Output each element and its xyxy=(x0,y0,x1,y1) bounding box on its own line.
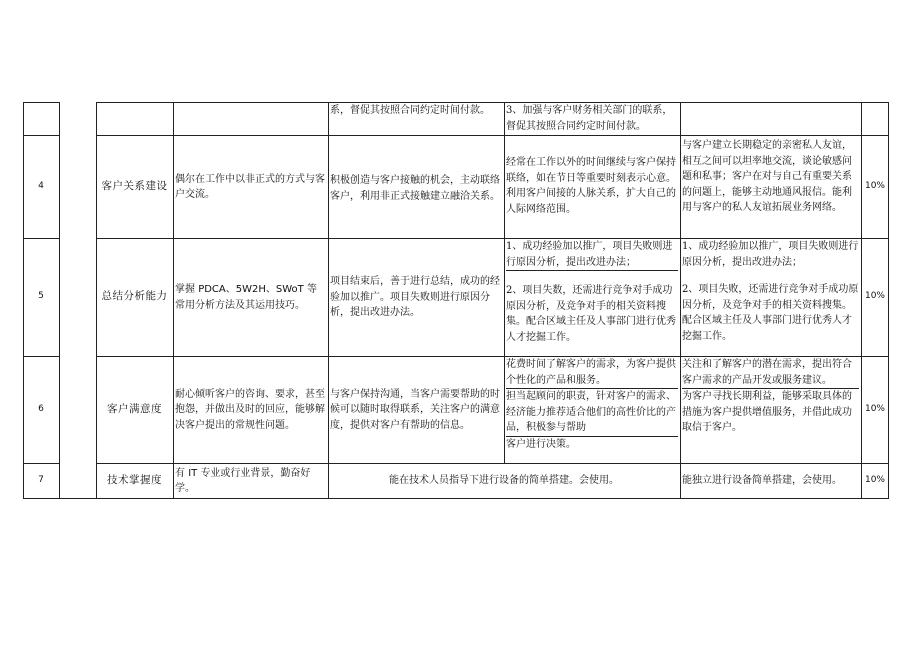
row6-item: 客户满意度 xyxy=(107,402,162,415)
row5-standard-high: 1、成功经验加以推广，项目失败则进行原因分析，提出改进办法； 2、项目失数，还需进行竞争对手成功原因分析，及竞争对手的相关资料搜集。配合区域主任及人事部门进行优秀人才挖掘工作。 xyxy=(506,241,676,343)
vline-3 xyxy=(173,102,174,499)
evaluation-table xyxy=(23,102,889,498)
vline-1 xyxy=(59,102,60,499)
vline-8 xyxy=(888,102,889,499)
row7-number: 7 xyxy=(38,474,44,485)
hline-row6-2 xyxy=(96,356,889,357)
row4-weight: 10% xyxy=(864,180,885,191)
vline-4 xyxy=(328,102,329,499)
hline-row4-2 xyxy=(96,135,889,136)
row4-description: 偶尔在工作中以非正式的方式与客户交流。 xyxy=(175,173,325,200)
row6-standard-mid: 与客户保持沟通，当客户需要帮助的时候可以随时取得联系，关注客户的满意度，提供对客户有帮助的信息。 xyxy=(330,388,500,431)
row4-standard-high: 经常在工作以外的时间继续与客户保持联络，如在节日等重要时刻表示心意。利用客户间接的人脉关系，扩大自己的人际网络范围。 xyxy=(506,157,676,215)
vline-5 xyxy=(504,102,505,463)
row5-description: 掌握 PDCA、5W2H、SWoT 等常用分析方法及其运用技巧。 xyxy=(175,284,317,311)
hline-row6 xyxy=(23,356,59,357)
row3-standard-mid: 系，督促其按照合同约定时间付款。 xyxy=(330,105,490,116)
hline-top xyxy=(23,102,59,103)
row3-standard-high: 3、加强与客户财务相关部门的联系，督促其按照合同约定时间付款。 xyxy=(506,105,673,132)
row5-number: 5 xyxy=(38,291,44,302)
row7-item: 技术掌握度 xyxy=(107,473,162,486)
row6-description: 耐心倾听客户的咨询、要求，甚至抱怨，并做出及时的回应，能够解决客户提出的常规性问题。 xyxy=(175,388,325,431)
hline-row7 xyxy=(23,463,59,464)
row6-standard-top: 关注和了解客户的潜在需求，提出符合客户需求的产品开发或服务建议。 为客户寻找长期利益，能够采取具体的措施为客户提供增值服务，并借此成功取信于客户。 xyxy=(680,356,861,463)
row4-standard-mid: 积极创造与客户接触的机会，主动联络客户，利用非正式接触建立融洽关系。 xyxy=(330,175,500,202)
vline-7 xyxy=(861,102,862,499)
row6-weight: 10% xyxy=(864,403,885,414)
hline-row5 xyxy=(23,238,59,239)
vline-0 xyxy=(23,102,24,499)
row5-standard-mid: 项目结束后，善于进行总结，成功的经验加以推广。项目失败则进行原因分析，提出改进办法。 xyxy=(330,276,500,319)
row5-standard-top: 1、成功经验加以推广，项目失败则进行原因分析，提出改进办法； 2、项目失败，还需进行竞争对手成功原因分析，及竞争对手的相关资料搜集。配合区域主任及人事部门进行优秀人才挖掘工作。 xyxy=(682,241,859,342)
row7-standard-top: 能独立进行设备简单搭建，会使用。 xyxy=(682,475,842,487)
row6-number: 6 xyxy=(38,403,44,414)
vline-2 xyxy=(96,102,97,499)
hline-bottom xyxy=(23,498,889,499)
row6-standard-high: 花费时间了解客户的需求，为客户提供个性化的产品和服务。 担当起顾问的职责，针对客户的需求、经济能力推荐适合他们的高性价比的产品，积极参与帮助 客户进行决策。 xyxy=(506,359,676,450)
row7-description: 有 IT 专业或行业背景，勤奋好学。 xyxy=(175,467,311,494)
hline-row7-2 xyxy=(96,463,889,464)
row4-item: 客户关系建设 xyxy=(101,179,168,192)
row4-number: 4 xyxy=(38,180,44,191)
vline-6 xyxy=(680,102,681,499)
hline-row4 xyxy=(23,135,59,136)
hline-top-2 xyxy=(96,102,889,103)
row4-standard-top: 与客户建立长期稳定的亲密私人友谊，相互之间可以坦率地交流，谈论敏感问题和私事；客户在对与自己有重要关系的问题上，能够主动地通风报信。能利用与客户的私人友谊拓展业务网络。 xyxy=(682,140,852,213)
row5-weight: 10% xyxy=(864,291,885,302)
row5-item: 总结分析能力 xyxy=(101,290,168,303)
hline-row5-2 xyxy=(96,238,889,239)
row7-standard-merged: 能在技术人员指导下进行设备的简单搭建。会使用。 xyxy=(389,475,619,487)
row7-weight: 10% xyxy=(864,474,885,485)
